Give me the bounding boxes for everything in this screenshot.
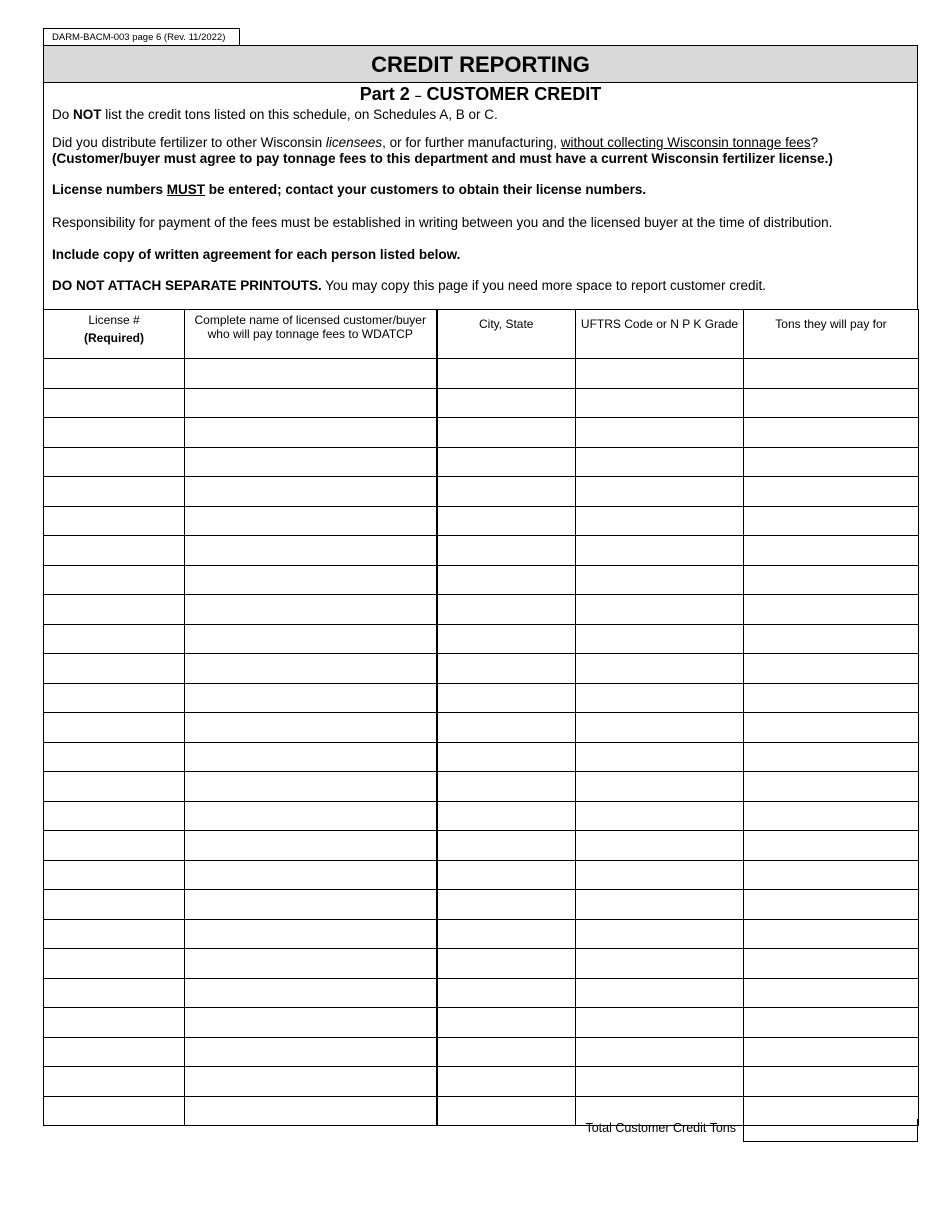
tons-cell[interactable] [744, 860, 919, 890]
license-cell[interactable] [44, 890, 185, 920]
city-state-cell[interactable] [437, 565, 576, 595]
part-dash: – [414, 88, 422, 103]
table-row [44, 388, 919, 418]
city-state-cell[interactable] [437, 1067, 576, 1097]
table-row [44, 595, 919, 625]
city-state-cell[interactable] [437, 506, 576, 536]
customer-credit-table [43, 309, 919, 1126]
table-row [44, 801, 919, 831]
license-cell[interactable] [44, 683, 185, 713]
city-state-cell[interactable] [437, 447, 576, 477]
customer-name-cell[interactable] [185, 447, 437, 477]
table-row [44, 447, 919, 477]
header-city-state: City, State [437, 310, 576, 359]
customer-name-cell[interactable] [185, 624, 437, 654]
table-row [44, 565, 919, 595]
table-row [44, 831, 919, 861]
code-grade-cell[interactable] [576, 978, 744, 1008]
license-cell[interactable] [44, 388, 185, 418]
city-state-cell[interactable] [437, 713, 576, 743]
customer-name-cell[interactable] [185, 1067, 437, 1097]
license-cell[interactable] [44, 949, 185, 979]
table-row [44, 624, 919, 654]
code-grade-cell[interactable] [576, 359, 744, 389]
table-row [44, 477, 919, 507]
instruction-line-2: Did you distribute fertilizer to other Wisconsin licensees, or for further manufacturing, without collecting Wisconsin tonnage fees? [52, 135, 819, 150]
license-cell[interactable] [44, 1037, 185, 1067]
tons-cell[interactable] [744, 1008, 919, 1038]
city-state-cell[interactable] [437, 624, 576, 654]
license-cell[interactable] [44, 801, 185, 831]
code-grade-cell[interactable] [576, 1067, 744, 1097]
city-state-cell[interactable] [437, 890, 576, 920]
code-grade-cell[interactable] [576, 624, 744, 654]
table-row [44, 359, 919, 389]
table-row [44, 949, 919, 979]
customer-name-cell[interactable] [185, 1037, 437, 1067]
license-cell[interactable] [44, 654, 185, 684]
form-id: DARM-BACM-003 page 6 (Rev. 11/2022) [43, 28, 240, 45]
table-row [44, 654, 919, 684]
city-state-cell[interactable] [437, 919, 576, 949]
code-grade-cell[interactable] [576, 418, 744, 448]
header-code-grade: UFTRS Code or N P K Grade [576, 310, 744, 359]
table-row [44, 506, 919, 536]
customer-name-cell[interactable] [185, 860, 437, 890]
city-state-cell[interactable] [437, 860, 576, 890]
code-grade-cell[interactable] [576, 890, 744, 920]
code-grade-cell[interactable] [576, 713, 744, 743]
code-grade-cell[interactable] [576, 536, 744, 566]
city-state-cell[interactable] [437, 477, 576, 507]
table-row [44, 683, 919, 713]
customer-name-cell[interactable] [185, 713, 437, 743]
tons-cell[interactable] [744, 772, 919, 802]
tons-cell[interactable] [744, 742, 919, 772]
customer-name-cell[interactable] [185, 978, 437, 1008]
city-state-cell[interactable] [437, 595, 576, 625]
license-cell[interactable] [44, 624, 185, 654]
code-grade-cell[interactable] [576, 447, 744, 477]
license-cell[interactable] [44, 860, 185, 890]
tons-cell[interactable] [744, 831, 919, 861]
code-grade-cell[interactable] [576, 742, 744, 772]
license-cell[interactable] [44, 595, 185, 625]
header-tons: Tons they will pay for [744, 310, 919, 359]
table-row [44, 919, 919, 949]
code-grade-cell[interactable] [576, 595, 744, 625]
table-row [44, 713, 919, 743]
header-customer-name: Complete name of licensed customer/buyer who will pay tonnage fees to WDATCP [185, 310, 437, 359]
table-row [44, 1008, 919, 1038]
table-row [44, 742, 919, 772]
city-state-cell[interactable] [437, 949, 576, 979]
city-state-cell[interactable] [437, 683, 576, 713]
customer-name-cell[interactable] [185, 949, 437, 979]
license-cell[interactable] [44, 713, 185, 743]
license-cell[interactable] [44, 506, 185, 536]
tons-cell[interactable] [744, 919, 919, 949]
city-state-cell[interactable] [437, 831, 576, 861]
tons-cell[interactable] [744, 565, 919, 595]
customer-name-cell[interactable] [185, 742, 437, 772]
tons-cell[interactable] [744, 1067, 919, 1097]
city-state-cell[interactable] [437, 654, 576, 684]
code-grade-cell[interactable] [576, 388, 744, 418]
license-cell[interactable] [44, 1008, 185, 1038]
header-license: License # (Required) [44, 310, 185, 359]
city-state-cell[interactable] [437, 418, 576, 448]
tons-cell[interactable] [744, 477, 919, 507]
tons-cell[interactable] [744, 624, 919, 654]
customer-name-cell[interactable] [185, 536, 437, 566]
license-cell[interactable] [44, 477, 185, 507]
customer-name-cell[interactable] [185, 683, 437, 713]
part-name: CUSTOMER CREDIT [426, 84, 602, 104]
tons-cell[interactable] [744, 1037, 919, 1067]
table-row [44, 1067, 919, 1097]
license-cell[interactable] [44, 742, 185, 772]
tons-cell[interactable] [744, 595, 919, 625]
city-state-cell[interactable] [437, 742, 576, 772]
license-cell[interactable] [44, 565, 185, 595]
instruction-line-4: License numbers MUST be entered; contact your customers to obtain their license numbers. [52, 182, 647, 197]
city-state-cell[interactable] [437, 978, 576, 1008]
tons-cell[interactable] [744, 506, 919, 536]
instruction-line-3: (Customer/buyer must agree to pay tonnage fees to this department and must have a current Wisconsin fertilizer license.) [52, 151, 833, 166]
total-label: Total Customer Credit Tons [585, 1121, 736, 1135]
total-tons-field[interactable] [743, 1119, 918, 1142]
table-row [44, 418, 919, 448]
license-cell[interactable] [44, 919, 185, 949]
license-cell[interactable] [44, 418, 185, 448]
license-cell[interactable] [44, 536, 185, 566]
customer-name-cell[interactable] [185, 772, 437, 802]
tons-cell[interactable] [744, 801, 919, 831]
table-row [44, 1037, 919, 1067]
customer-name-cell[interactable] [185, 1008, 437, 1038]
license-cell[interactable] [44, 831, 185, 861]
license-cell[interactable] [44, 978, 185, 1008]
part-label: Part 2 [359, 84, 410, 104]
code-grade-cell[interactable] [576, 801, 744, 831]
table-row [44, 536, 919, 566]
code-grade-cell[interactable] [576, 683, 744, 713]
instruction-line-1: Do NOT list the credit tons listed on this schedule, on Schedules A, B or C. [52, 107, 498, 122]
page-title: CREDIT REPORTING [44, 46, 917, 83]
code-grade-cell[interactable] [576, 654, 744, 684]
table-header-row [44, 310, 919, 359]
table-row [44, 860, 919, 890]
customer-name-cell[interactable] [185, 595, 437, 625]
customer-name-cell[interactable] [185, 890, 437, 920]
city-state-cell[interactable] [437, 536, 576, 566]
table-row [44, 978, 919, 1008]
customer-name-cell[interactable] [185, 359, 437, 389]
code-grade-cell[interactable] [576, 1037, 744, 1067]
instruction-line-7: DO NOT ATTACH SEPARATE PRINTOUTS. You may copy this page if you need more space to report customer credit. [52, 278, 766, 293]
tons-cell[interactable] [744, 683, 919, 713]
city-state-cell[interactable] [437, 388, 576, 418]
customer-name-cell[interactable] [185, 418, 437, 448]
tons-cell[interactable] [744, 713, 919, 743]
table-body [44, 359, 919, 1126]
code-grade-cell[interactable] [576, 860, 744, 890]
customer-name-cell[interactable] [185, 388, 437, 418]
tons-cell[interactable] [744, 978, 919, 1008]
customer-name-cell[interactable] [185, 506, 437, 536]
table-row [44, 772, 919, 802]
code-grade-cell[interactable] [576, 477, 744, 507]
tons-cell[interactable] [744, 536, 919, 566]
tons-cell[interactable] [744, 949, 919, 979]
code-grade-cell[interactable] [576, 831, 744, 861]
tons-cell[interactable] [744, 418, 919, 448]
tons-cell[interactable] [744, 388, 919, 418]
code-grade-cell[interactable] [576, 919, 744, 949]
code-grade-cell[interactable] [576, 772, 744, 802]
tons-cell[interactable] [744, 654, 919, 684]
customer-name-cell[interactable] [185, 477, 437, 507]
license-cell[interactable] [44, 1096, 185, 1126]
license-cell[interactable] [44, 1067, 185, 1097]
customer-name-cell[interactable] [185, 919, 437, 949]
city-state-cell[interactable] [437, 1037, 576, 1067]
city-state-cell[interactable] [437, 772, 576, 802]
code-grade-cell[interactable] [576, 565, 744, 595]
instruction-line-5: Responsibility for payment of the fees must be established in writing between you and the licensed buyer at the time of distribution. [52, 215, 833, 230]
license-cell[interactable] [44, 772, 185, 802]
tons-cell[interactable] [744, 447, 919, 477]
city-state-cell[interactable] [437, 801, 576, 831]
tons-cell[interactable] [744, 890, 919, 920]
customer-name-cell[interactable] [185, 831, 437, 861]
table-row [44, 890, 919, 920]
customer-name-cell[interactable] [185, 801, 437, 831]
city-state-cell[interactable] [437, 1008, 576, 1038]
license-cell[interactable] [44, 359, 185, 389]
header-section [43, 45, 918, 310]
code-grade-cell[interactable] [576, 506, 744, 536]
code-grade-cell[interactable] [576, 1008, 744, 1038]
city-state-cell[interactable] [437, 359, 576, 389]
instruction-line-6: Include copy of written agreement for each person listed below. [52, 247, 461, 262]
part-title [44, 84, 917, 105]
tons-cell[interactable] [744, 359, 919, 389]
customer-name-cell[interactable] [185, 1096, 437, 1126]
customer-name-cell[interactable] [185, 565, 437, 595]
customer-name-cell[interactable] [185, 654, 437, 684]
code-grade-cell[interactable] [576, 949, 744, 979]
license-cell[interactable] [44, 447, 185, 477]
